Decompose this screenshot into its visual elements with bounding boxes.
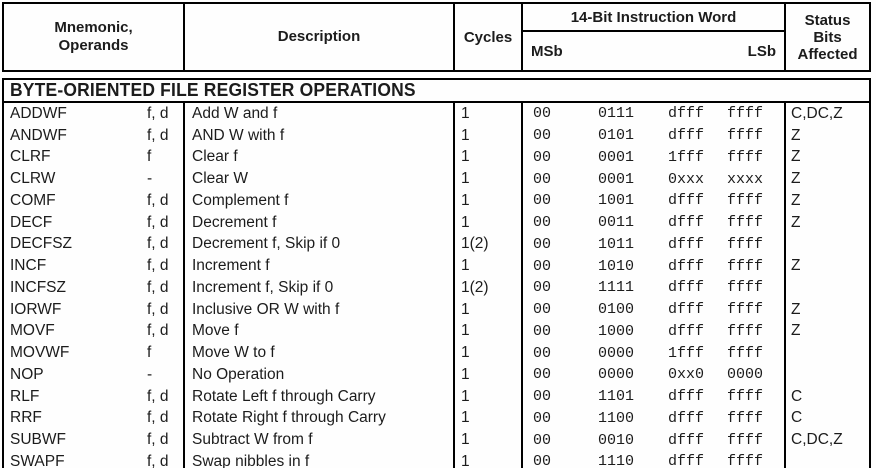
cycles: 1 (455, 299, 523, 321)
table-row (4, 234, 869, 256)
mnemonic-operands-cell (4, 190, 185, 212)
instruction-word-group: ffff (727, 235, 764, 253)
status-bits (786, 234, 869, 256)
mnemonic-operands-cell (4, 212, 185, 234)
status-bits: Z (791, 322, 801, 340)
operands: f, d (147, 409, 169, 427)
header-status-bits (786, 4, 869, 70)
status-bits: Z (791, 213, 801, 231)
instruction-word-group: 00 (533, 192, 552, 210)
mnemonic-operands-cell (4, 125, 185, 147)
operands: f, d (147, 387, 169, 405)
instruction-word-group: 00 (533, 301, 552, 319)
instruction-word-group: 0000 (598, 344, 635, 362)
instruction-word-cell (523, 321, 786, 343)
instruction-word-group: ffff (727, 127, 764, 145)
mnemonic-operands-cell (4, 234, 185, 256)
status-bits (786, 342, 869, 364)
cycles: 1 (455, 451, 523, 468)
mnemonic-operands-cell (4, 299, 185, 321)
operands: f, d (147, 322, 169, 340)
instruction-word-group: 1000 (598, 322, 635, 340)
status-bits: C (791, 409, 803, 427)
instruction-word-group: 00 (533, 431, 552, 449)
instruction-word-group: 00 (533, 388, 552, 406)
instruction-word-group: dfff (668, 453, 705, 468)
header-mnemonic-operands (4, 4, 185, 70)
operands: f, d (147, 104, 169, 122)
instruction-word-cell (523, 364, 786, 386)
instruction-word-group: 1111 (598, 279, 635, 297)
instruction-word-group: 00 (533, 409, 552, 427)
description: Rotate Right f through Carry (185, 408, 455, 430)
header-status-line1: Status (804, 11, 851, 29)
description: Add W and f (185, 103, 455, 125)
mnemonic: INCF (10, 257, 47, 275)
operands: - (147, 170, 153, 188)
description: Move f (185, 321, 455, 343)
description: Clear f (185, 147, 455, 169)
status-bits: Z (791, 257, 801, 275)
description: Rotate Left f through Carry (185, 386, 455, 408)
operands: f, d (147, 213, 169, 231)
instruction-word-cell (523, 125, 786, 147)
instruction-word-group: ffff (727, 453, 764, 468)
instruction-word-cell (523, 234, 786, 256)
header-instruction-word-title: 14-Bit Instruction Word (523, 4, 784, 32)
mnemonic: RLF (10, 387, 40, 405)
description: Move W to f (185, 342, 455, 364)
cycles: 1 (455, 321, 523, 343)
instruction-word-group: 0010 (598, 431, 635, 449)
mnemonic-operands-cell (4, 277, 185, 299)
mnemonic-operands-cell (4, 364, 185, 386)
section-title: BYTE-ORIENTED FILE REGISTER OPERATIONS (10, 80, 416, 100)
instruction-word-group: 00 (533, 453, 552, 468)
instruction-word-group: xxxx (727, 170, 764, 188)
description: Decrement f, Skip if 0 (185, 234, 455, 256)
header-lsb: LSb (747, 42, 776, 60)
instruction-word-cell (523, 168, 786, 190)
cycles: 1 (455, 190, 523, 212)
mnemonic-operands-cell (4, 386, 185, 408)
cycles: 1 (455, 255, 523, 277)
mnemonic: COMF (10, 191, 56, 209)
instruction-word-cell (523, 342, 786, 364)
instruction-word-cell (523, 147, 786, 169)
instruction-word-cell (523, 277, 786, 299)
header-mnemonic-line2: Operands (58, 37, 129, 54)
mnemonic-operands-cell (4, 103, 185, 125)
instruction-word-group: dfff (668, 279, 705, 297)
instruction-word-group: 0xxx (668, 170, 705, 188)
instruction-word-cell (523, 451, 786, 468)
table-body (2, 103, 871, 468)
instruction-word-group: dfff (668, 257, 705, 275)
instruction-word-group: dfff (668, 214, 705, 232)
instruction-word-group: ffff (727, 279, 764, 297)
operands: f (147, 148, 152, 166)
instruction-word-group: 0011 (598, 214, 635, 232)
mnemonic: NOP (10, 365, 44, 383)
cycles: 1 (455, 429, 523, 451)
status-bits: C,DC,Z (791, 104, 843, 122)
status-bits (786, 364, 869, 386)
operands: - (147, 365, 153, 383)
cycles: 1 (455, 103, 523, 125)
instruction-word-group: 1010 (598, 257, 635, 275)
instruction-word-cell (523, 255, 786, 277)
instruction-word-group: 1101 (598, 388, 635, 406)
description: Inclusive OR W with f (185, 299, 455, 321)
description: Decrement f (185, 212, 455, 234)
instruction-word-group: ffff (727, 322, 764, 340)
instruction-word-group: 0xx0 (668, 366, 705, 384)
mnemonic: RRF (10, 409, 42, 427)
mnemonic: SUBWF (10, 431, 66, 449)
instruction-word-group: 00 (533, 148, 552, 166)
status-bits (786, 451, 869, 468)
description: No Operation (185, 364, 455, 386)
cycles: 1 (455, 408, 523, 430)
instruction-word-group: 1011 (598, 235, 635, 253)
instruction-word-group: ffff (727, 388, 764, 406)
status-bits: Z (791, 191, 801, 209)
header-description: Description (185, 4, 455, 70)
instruction-word-group: ffff (727, 214, 764, 232)
instruction-word-group: 0000 (598, 366, 635, 384)
instruction-word-group: ffff (727, 344, 764, 362)
cycles: 1 (455, 342, 523, 364)
table-row (4, 386, 869, 408)
table-row (4, 255, 869, 277)
instruction-word-group: ffff (727, 257, 764, 275)
operands: f, d (147, 431, 169, 449)
instruction-word-group: dfff (668, 192, 705, 210)
status-bits: Z (791, 300, 801, 318)
instruction-word-group: 1fff (668, 344, 705, 362)
instruction-word-group: 00 (533, 257, 552, 275)
header-msb-lsb-row (523, 32, 784, 70)
cycles: 1 (455, 147, 523, 169)
instruction-word-group: 0001 (598, 148, 635, 166)
table-row (4, 321, 869, 343)
header-msb: MSb (531, 42, 563, 60)
operands: f, d (147, 452, 169, 468)
instruction-word-group: 1100 (598, 409, 635, 427)
instruction-word-group: dfff (668, 105, 705, 123)
instruction-word-group: 1fff (668, 148, 705, 166)
description: Increment f (185, 255, 455, 277)
mnemonic: MOVF (10, 322, 55, 340)
operands: f, d (147, 278, 169, 296)
cycles: 1 (455, 125, 523, 147)
status-bits: Z (791, 170, 801, 188)
instruction-word-group: 0100 (598, 301, 635, 319)
status-bits (786, 277, 869, 299)
instruction-word-group: 1001 (598, 192, 635, 210)
cycles: 1(2) (455, 234, 523, 256)
instruction-word-group: 00 (533, 322, 552, 340)
mnemonic-operands-cell (4, 408, 185, 430)
instruction-word-cell (523, 429, 786, 451)
header-status-line3: Affected (797, 45, 858, 63)
instruction-word-cell (523, 408, 786, 430)
instruction-word-group: ffff (727, 301, 764, 319)
instruction-word-group: ffff (727, 192, 764, 210)
section-header-byte-oriented (2, 78, 871, 103)
mnemonic: ADDWF (10, 104, 67, 122)
header-instruction-word (523, 4, 786, 70)
table-row (4, 299, 869, 321)
instruction-word-group: 00 (533, 105, 552, 123)
mnemonic: CLRW (10, 170, 56, 188)
mnemonic: MOVWF (10, 344, 70, 362)
instruction-word-group: 00 (533, 170, 552, 188)
operands: f, d (147, 257, 169, 275)
mnemonic: INCFSZ (10, 278, 66, 296)
instruction-word-group: dfff (668, 301, 705, 319)
instruction-word-group: dfff (668, 431, 705, 449)
table-row (4, 190, 869, 212)
status-bits: C (791, 387, 803, 405)
table-row (4, 342, 869, 364)
description: Increment f, Skip if 0 (185, 277, 455, 299)
table-row (4, 125, 869, 147)
header-status-line2: Bits (813, 28, 842, 46)
table-row (4, 451, 869, 468)
operands: f, d (147, 126, 169, 144)
mnemonic: CLRF (10, 148, 51, 166)
instruction-word-group: 00 (533, 366, 552, 384)
instruction-word-group: 00 (533, 344, 552, 362)
mnemonic-operands-cell (4, 168, 185, 190)
header-cycles: Cycles (455, 4, 523, 70)
instruction-word-group: ffff (727, 431, 764, 449)
operands: f, d (147, 235, 169, 253)
instruction-word-group: 0111 (598, 105, 635, 123)
mnemonic-operands-cell (4, 429, 185, 451)
description: Swap nibbles in f (185, 451, 455, 468)
mnemonic: IORWF (10, 300, 62, 318)
status-bits: C,DC,Z (791, 431, 843, 449)
table-row (4, 103, 869, 125)
instruction-word-group: 00 (533, 279, 552, 297)
instruction-word-cell (523, 190, 786, 212)
mnemonic-operands-cell (4, 147, 185, 169)
instruction-word-cell (523, 212, 786, 234)
mnemonic: DECFSZ (10, 235, 72, 253)
table-row (4, 277, 869, 299)
description: Complement f (185, 190, 455, 212)
mnemonic-operands-cell (4, 451, 185, 468)
mnemonic: DECF (10, 213, 53, 231)
table-row (4, 429, 869, 451)
instruction-word-group: 0000 (727, 366, 764, 384)
instruction-word-group: 0101 (598, 127, 635, 145)
instruction-word-group: dfff (668, 409, 705, 427)
instruction-word-group: dfff (668, 235, 705, 253)
instruction-word-group: 00 (533, 235, 552, 253)
cycles: 1(2) (455, 277, 523, 299)
mnemonic-operands-cell (4, 342, 185, 364)
mnemonic-operands-cell (4, 321, 185, 343)
status-bits: Z (791, 126, 801, 144)
operands: f, d (147, 300, 169, 318)
mnemonic-operands-cell (4, 255, 185, 277)
table-header-row (2, 2, 871, 72)
cycles: 1 (455, 212, 523, 234)
instruction-word-cell (523, 386, 786, 408)
status-bits: Z (791, 148, 801, 166)
instruction-word-group: 00 (533, 214, 552, 232)
operands: f (147, 344, 152, 362)
mnemonic: SWAPF (10, 452, 65, 468)
description: Clear W (185, 168, 455, 190)
cycles: 1 (455, 364, 523, 386)
cycles: 1 (455, 168, 523, 190)
header-mnemonic-line1: Mnemonic, (54, 19, 133, 36)
instruction-word-group: 00 (533, 127, 552, 145)
table-row (4, 212, 869, 234)
instruction-word-group: ffff (727, 148, 764, 166)
description: AND W with f (185, 125, 455, 147)
operands: f, d (147, 191, 169, 209)
description: Subtract W from f (185, 429, 455, 451)
cycles: 1 (455, 386, 523, 408)
table-row (4, 364, 869, 386)
table-row (4, 168, 869, 190)
instruction-word-group: dfff (668, 127, 705, 145)
table-row (4, 147, 869, 169)
instruction-word-cell (523, 103, 786, 125)
instruction-word-group: ffff (727, 105, 764, 123)
instruction-word-group: 0001 (598, 170, 635, 188)
instruction-word-group: ffff (727, 409, 764, 427)
instruction-word-group: 1110 (598, 453, 635, 468)
instruction-word-cell (523, 299, 786, 321)
table-row (4, 408, 869, 430)
instruction-word-group: dfff (668, 322, 705, 340)
instruction-word-group: dfff (668, 388, 705, 406)
mnemonic: ANDWF (10, 126, 67, 144)
